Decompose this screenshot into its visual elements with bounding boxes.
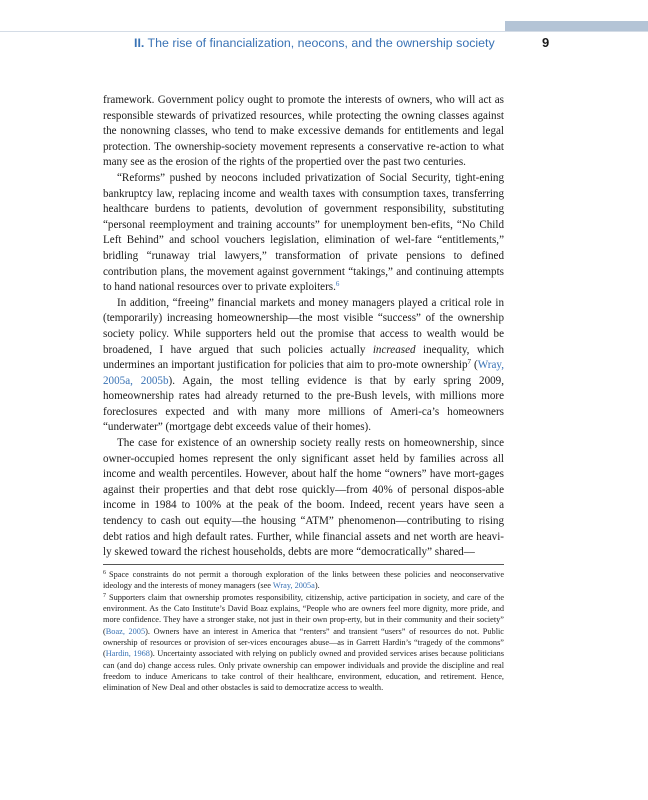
- chapter-number: II.: [134, 36, 145, 50]
- page-number: 9: [542, 35, 550, 50]
- citation-link[interactable]: Boaz, 2005: [105, 626, 146, 636]
- paragraph: The case for existence of an ownership society really rests on homeownership, since owner-occupied homes represent the only significant asset held by families across all income and wealth percentiles. However, about half the home “owners” have mort-gages against their properties and that debt rose quickly—from 40% of personal dispos-able income in 1984 to 100% at the peak of the boom. Indeed, recent years have seen a tendency to cash out equity—the housing “ATM” phenomenon—contributing to rising debt ratios and high default rates. Further, while financial assets and net worth are heavi-ly skewed toward the richest households, debts are more “democratically” shared—: [103, 437, 504, 559]
- header-rule: [0, 31, 648, 32]
- citation-link[interactable]: Wray, 2005a, 2005b: [103, 359, 504, 387]
- footnote-6: $^6$ Space constraints do not permit a thorough exploration of the links between these policies and neoconservative ideology and the interests of money managers (see Wray, 2005a).: [103, 570, 504, 591]
- paragraph: framework. Government policy ought to promote the interests of owners, who will act as responsible stewards of privatized resources, while protecting the owning classes against the nonowning classes, who tend to make excessive demands for entitlements and legal protection. The ownership-society movement represents a conservative re-action to what many see as the erosion of the rights of the propertied over the past two centuries.: [103, 94, 504, 169]
- footnotes: [103, 569, 504, 694]
- footnote-divider: [103, 564, 504, 565]
- running-head: [134, 36, 495, 50]
- footnote-marker-6[interactable]: 6: [335, 280, 340, 289]
- paragraph: “Reforms” pushed by neocons included privatization of Social Security, tight-ening bankruptcy law, replacing income and wealth taxes with consumption taxes, transferring healthcare burdens to patients, devolution of government responsibility, substituting “personal reemployment and training accounts” for unemployment ben-efits, “No Child Left Behind” and school vouchers legislation, elimination of wel-fare “entitlements,” bridling “runaway trial lawyers,” transformation of private pensions to defined contribution plans, the movement against government “takings,” and continuing attempts to hand national resources over to private exploiters.$^6$: [103, 171, 504, 294]
- citation-link[interactable]: Wray, 2005a: [272, 581, 315, 591]
- header-accent-bar: [505, 21, 648, 31]
- citation-link[interactable]: Hardin, 1968: [105, 649, 150, 659]
- footnote-marker-7[interactable]: 7: [467, 358, 472, 367]
- footnote-7: $^7$ Supporters claim that ownership promotes responsibility, citizenship, active participation in society, and care of the environment. As the Cato Institute’s David Boaz explains, “People who are owners feel more dignity, more pride, and more confidence. They have a stronger stake, not just in their own prop-erty, but in their community and their society” (Boaz, 2005). Owners have an interest in America that “renters” and transient “users” of resources do not. Public ownership of resources or provision of ser-vices encourages abuse—as in Garrett Hardin’s “tragedy of the commons” (Hardin, 1968). Uncertainty associated with relying on publicly owned and provided services arises because politicians can (and do) change access rules. Only private ownership can empower individuals and provide the discipline and real freedom to induce Americans to take control of their healthcare, environment, education, and retirement. Hence, elimination of New Deal and other obstacles is said to democratize access to wealth.: [103, 592, 504, 693]
- body-text: [103, 93, 504, 561]
- emphasis: increased: [372, 343, 416, 356]
- paragraph: In addition, “freeing” financial markets and money managers played a critical role in (temporarily) increasing homeownership—the most visible “success” of the ownership society policy. While supporters held out the promise that access to wealth would be broadened, I have argued that such policies actually increased inequality, which undermines an important justification for policies that aim to pro-mote ownership$^7$ (Wray, 2005a, 2005b). Again, the most telling evidence is that by early spring 2009, homeownership rates had already returned to the pre-Bush levels, with millions more foreclosures expected and with many more millions of Ameri-ca’s homeowners “underwater” (mortgage debt exceeds value of their homes).: [103, 296, 505, 434]
- chapter-title: The rise of financialization, neocons, and the ownership society: [147, 36, 495, 50]
